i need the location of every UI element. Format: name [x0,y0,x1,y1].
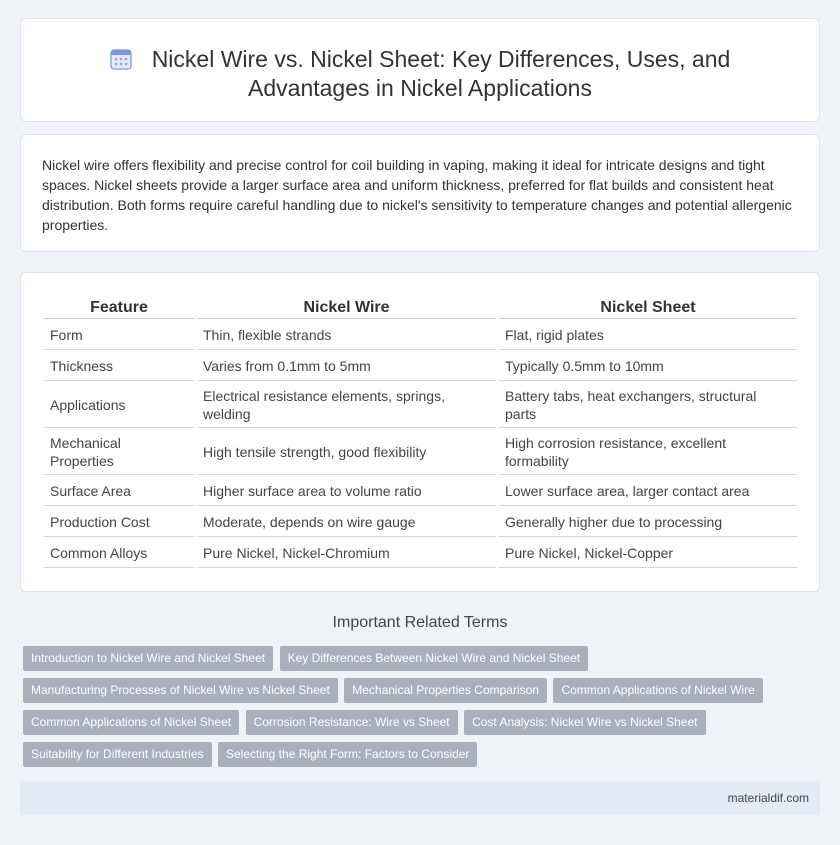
table-cell: Moderate, depends on wire gauge [197,508,496,537]
table-cell: Higher surface area to volume ratio [197,477,496,506]
related-term-tag[interactable]: Introduction to Nickel Wire and Nickel Sheet [23,646,273,671]
related-term-tag[interactable]: Corrosion Resistance: Wire vs Sheet [246,710,458,735]
comparison-table [41,295,800,570]
table-row [44,430,797,475]
table-cell: Pure Nickel, Nickel-Chromium [197,539,496,568]
page-title: Nickel Wire vs. Nickel Sheet: Key Differences, Uses, and Advantages in Nickel Applications [151,46,731,101]
table-cell: Surface Area [44,477,194,506]
table-cell: Generally higher due to processing [499,508,797,537]
related-terms-tags [23,646,803,774]
table-cell: High tensile strength, good flexibility [197,430,496,475]
table-row [44,477,797,506]
table-row [44,321,797,350]
comparison-table-card [20,272,820,592]
table-cell: Applications [44,383,194,428]
table-cell: Lower surface area, larger contact area [499,477,797,506]
footer [20,781,820,815]
related-terms-title: Important Related Terms [332,614,508,631]
table-cell: Electrical resistance elements, springs, welding [197,383,496,428]
calendar-icon [110,48,132,70]
intro-text: Nickel wire offers flexibility and precise control for coil building in vaping, making it ideal for intricate designs and tight spaces. Nickel sheets provide a larger surface area and uniform thickness, preferred for flat builds and consistent heat distribution. Both forms require careful handling due to nickel's sensitivity to temperature changes and potential allergenic properties. [42,157,792,233]
table-cell: Common Alloys [44,539,194,568]
table-cell: Battery tabs, heat exchangers, structural parts [499,383,797,428]
related-term-tag[interactable]: Suitability for Different Industries [23,742,212,767]
header-feature: Feature [44,297,194,319]
table-cell: Mechanical Properties [44,430,194,475]
table-header-row [44,297,797,319]
table-cell: Flat, rigid plates [499,321,797,350]
related-term-tag[interactable]: Manufacturing Processes of Nickel Wire vs Nickel Sheet [23,678,338,703]
table-cell: Form [44,321,194,350]
table-row [44,383,797,428]
table-row [44,508,797,537]
tag-row [23,710,803,742]
tag-row [23,742,803,774]
related-term-tag[interactable]: Selecting the Right Form: Factors to Consider [218,742,477,767]
table-cell: Varies from 0.1mm to 5mm [197,352,496,381]
tag-row [23,646,803,678]
footer-site-link[interactable]: materialdif.com [727,791,809,805]
page-title-wrap [21,45,819,103]
title-card [20,18,820,122]
related-term-tag[interactable]: Common Applications of Nickel Sheet [23,710,239,735]
intro-card [20,134,820,252]
table-cell: Thin, flexible strands [197,321,496,350]
table-row [44,352,797,381]
table-row [44,539,797,568]
table-cell: Production Cost [44,508,194,537]
header-nickel-sheet: Nickel Sheet [499,297,797,319]
table-cell: Thickness [44,352,194,381]
table-cell: Typically 0.5mm to 10mm [499,352,797,381]
related-term-tag[interactable]: Common Applications of Nickel Wire [553,678,762,703]
related-term-tag[interactable]: Mechanical Properties Comparison [344,678,547,703]
tag-row [23,678,803,710]
related-term-tag[interactable]: Key Differences Between Nickel Wire and Nickel Sheet [280,646,589,671]
table-cell: Pure Nickel, Nickel-Copper [499,539,797,568]
related-term-tag[interactable]: Cost Analysis: Nickel Wire vs Nickel Sheet [464,710,705,735]
table-cell: High corrosion resistance, excellent formability [499,430,797,475]
header-nickel-wire: Nickel Wire [197,297,496,319]
